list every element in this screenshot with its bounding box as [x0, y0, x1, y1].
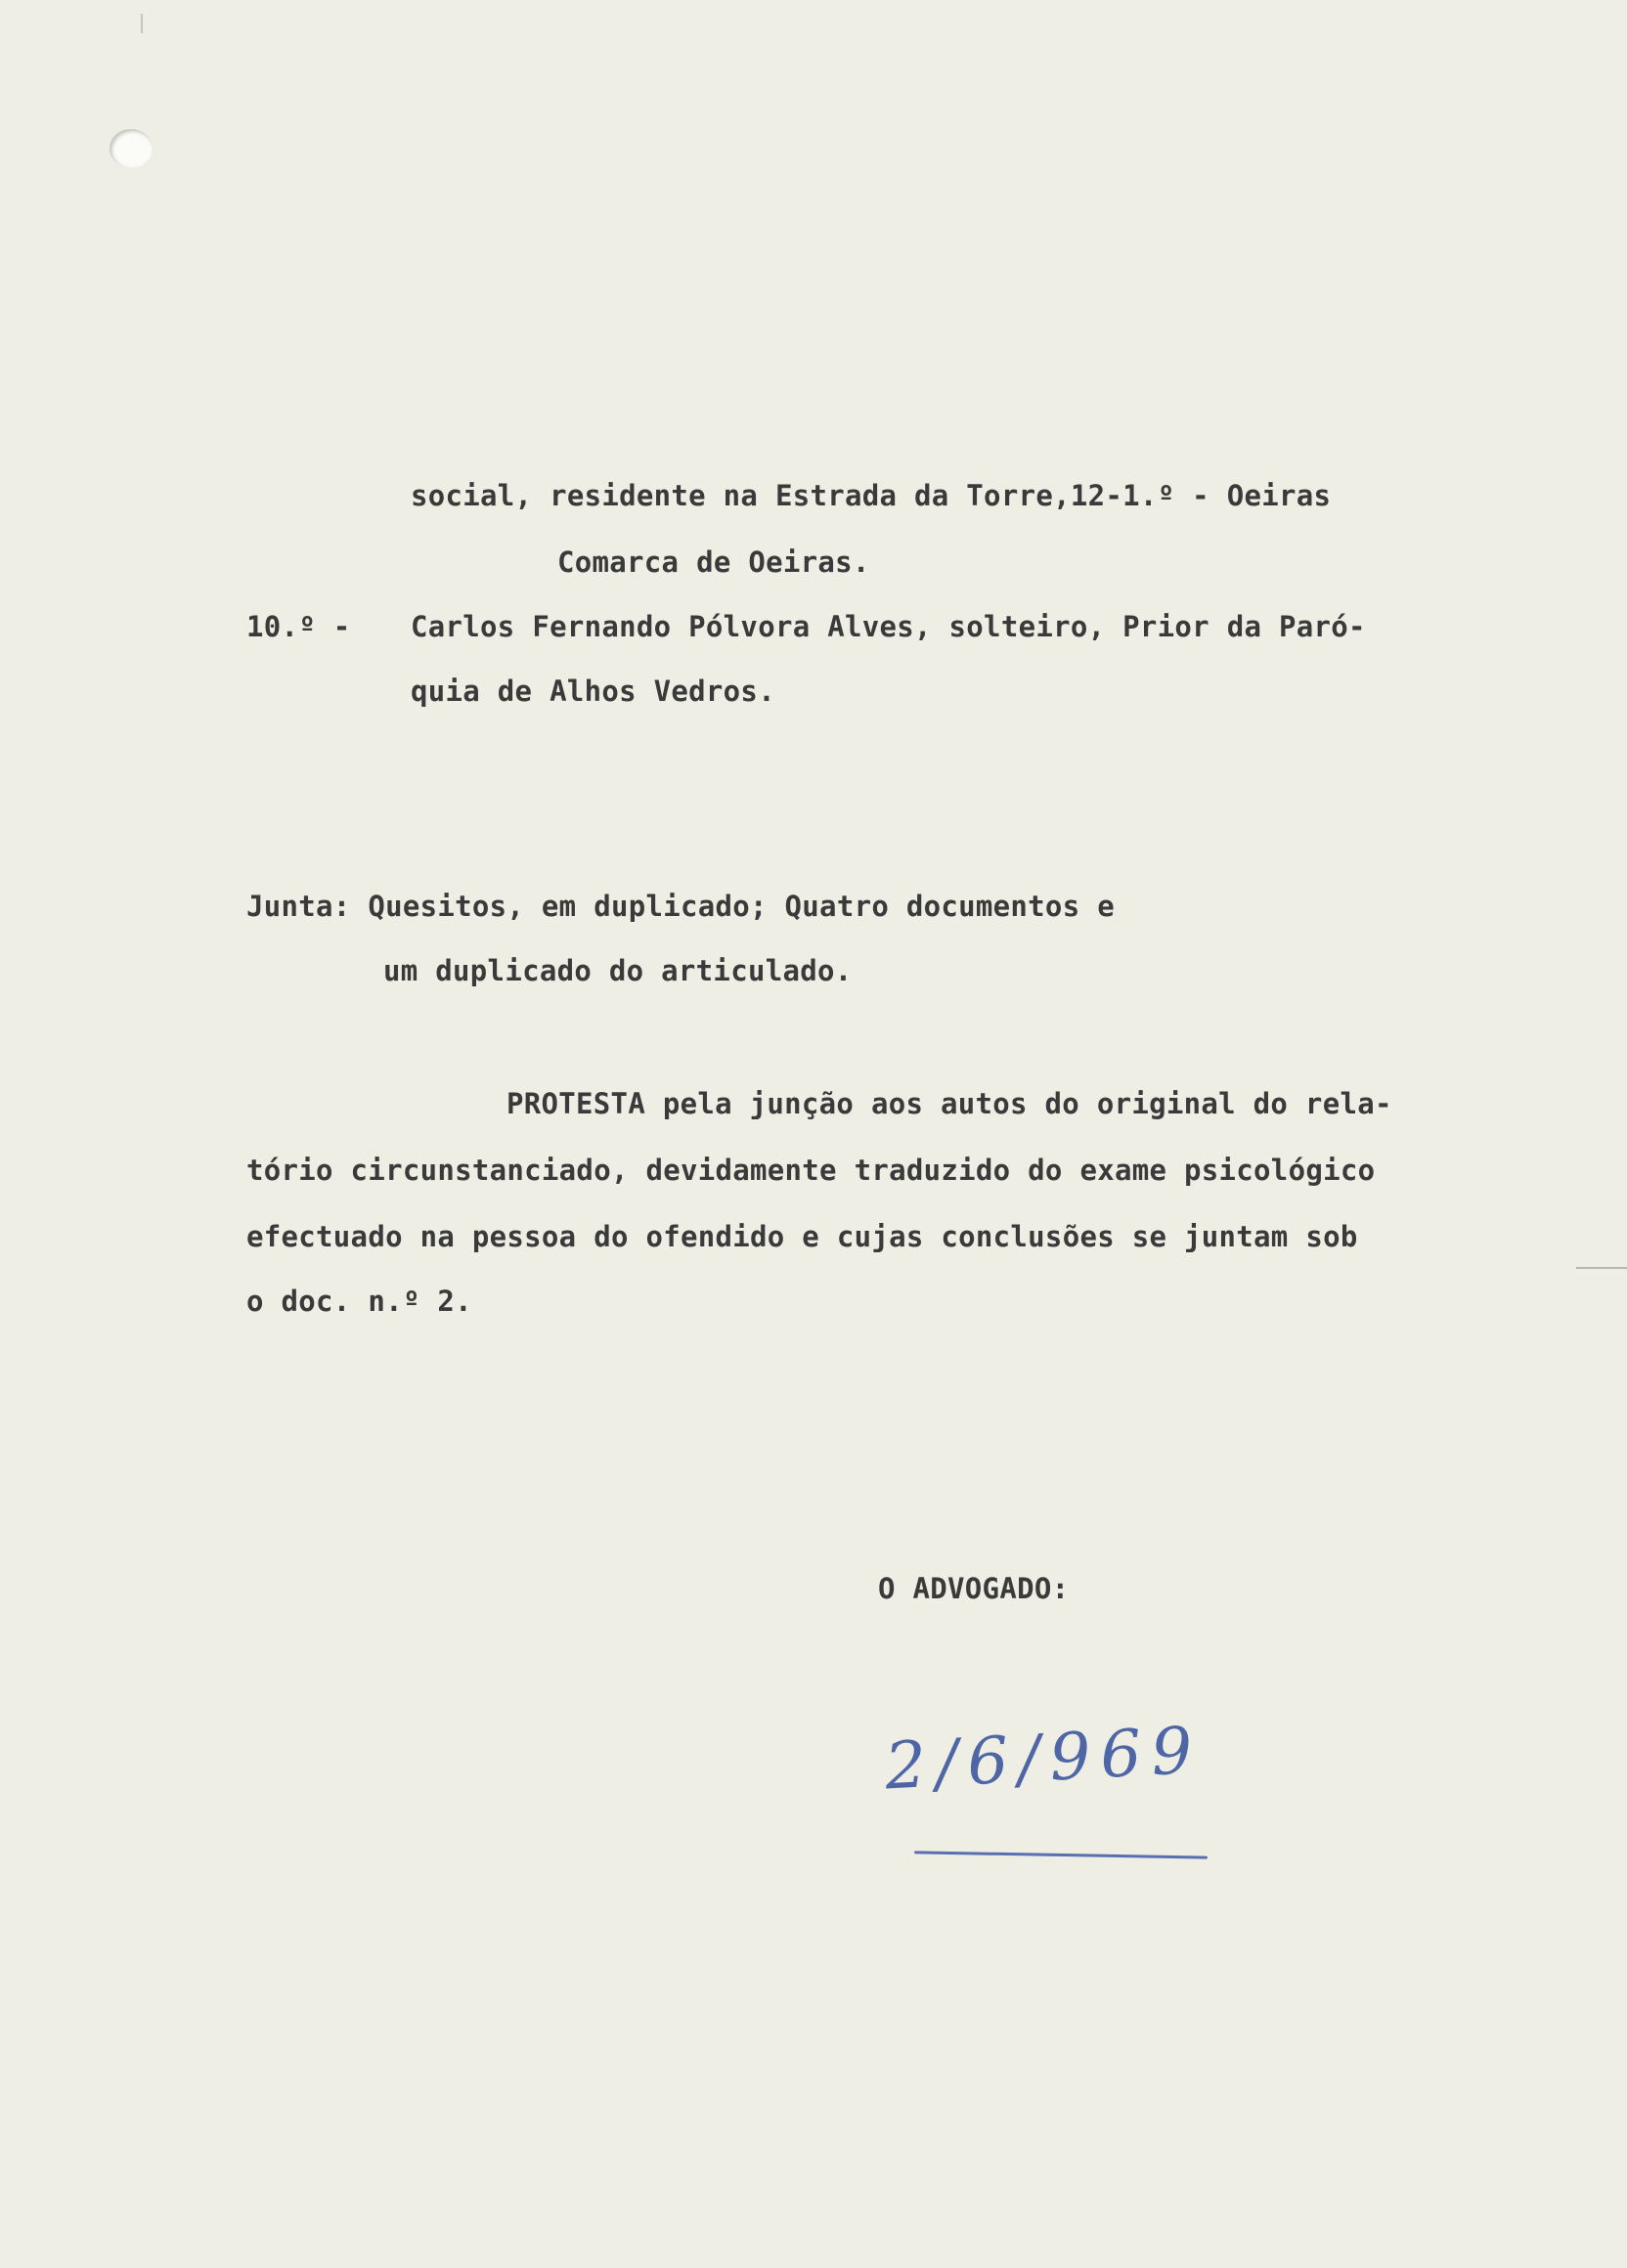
text-line: um duplicado do articulado.	[383, 954, 853, 987]
text-line: PROTESTA pela junção aos autos do original do rela-	[506, 1087, 1392, 1120]
text-line: Junta: Quesitos, em duplicado; Quatro documentos e	[246, 890, 1115, 923]
text-line: o doc. n.º 2.	[246, 1285, 472, 1318]
item-number: 10.º -	[246, 610, 351, 643]
text-line: efectuado na pessoa do ofendido e cujas conclusões se juntam sob	[246, 1220, 1358, 1253]
margin-mark	[141, 14, 143, 33]
text-line: Comarca de Oeiras.	[557, 545, 870, 579]
text-line: quia de Alhos Vedros.	[411, 675, 775, 708]
text-line: Carlos Fernando Pólvora Alves, solteiro, Prior da Paró-	[411, 610, 1366, 643]
signature-underline	[914, 1851, 1208, 1858]
punch-hole	[110, 129, 153, 168]
fold-mark	[1576, 1267, 1627, 1269]
text-line: tório circunstanciado, devidamente traduzido do exame psicológico	[246, 1154, 1376, 1187]
handwritten-date: 2/6/969	[883, 1712, 1205, 1805]
signature-label: O ADVOGADO:	[878, 1572, 1070, 1605]
text-line: social, residente na Estrada da Torre,12-1.º - Oeiras	[411, 479, 1332, 512]
